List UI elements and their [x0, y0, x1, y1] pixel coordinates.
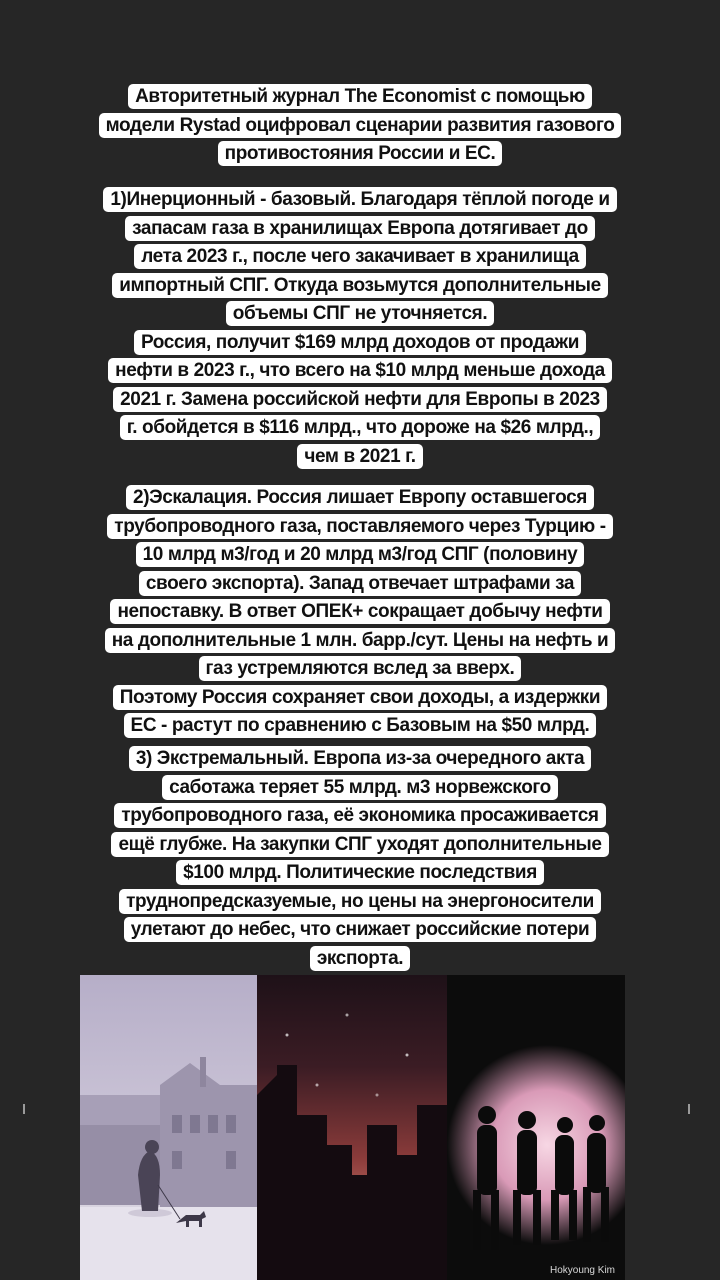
text-line: запасам газа в хранилищах Европа дотягивает до — [125, 216, 595, 241]
text-line: Поэтому Россия сохраняет свои доходы, а издержки — [113, 685, 607, 710]
text-line: газ устремляются вслед за вверх. — [199, 656, 522, 681]
text-block-intro — [60, 83, 660, 169]
text-line: 1)Инерционный - базовый. Благодаря тёплой погоде и — [103, 187, 616, 212]
text-line: труднопредсказуемые, но цены на энергоносители — [119, 889, 601, 914]
text-line: нефти в 2023 г., что всего на $10 млрд меньше дохода — [108, 358, 612, 383]
illustration-collage — [80, 975, 625, 1280]
text-line: г. обойдется в $116 млрд., что дороже на $26 млрд., — [120, 415, 601, 440]
text-line: чем в 2021 г. — [297, 444, 422, 469]
text-block-scenario-1 — [60, 186, 660, 471]
text-line: модели Rystad оцифровал сценарии развития газового — [99, 113, 622, 138]
text-block-scenario-2 — [60, 484, 660, 741]
text-line: Россия, получит $169 млрд доходов от продажи — [134, 330, 586, 355]
text-line: 10 млрд м3/год и 20 млрд м3/год СПГ (половину — [136, 542, 585, 567]
text-line: саботажа теряет 55 млрд. м3 норвежского — [162, 775, 558, 800]
edge-mark-right — [688, 1104, 690, 1114]
silhouettes-art — [447, 975, 625, 1280]
sunset-city-art — [257, 975, 447, 1280]
text-line: ещё глубже. На закупки СПГ уходят дополнительные — [111, 832, 608, 857]
text-line: $100 млрд. Политические последствия — [176, 860, 544, 885]
sunset-city-panel — [257, 975, 447, 1280]
text-line: импортный СПГ. Откуда возьмутся дополнительные — [112, 273, 608, 298]
winter-scene-art — [80, 975, 257, 1280]
text-line: экспорта. — [310, 946, 410, 971]
text-line: на дополнительные 1 млн. барр./сут. Цены на нефть и — [105, 628, 616, 653]
text-line: противостояния России и ЕС. — [218, 141, 503, 166]
image-credit: Hokyoung Kim — [549, 1265, 615, 1276]
winter-scene-panel — [80, 975, 257, 1280]
silhouettes-panel — [447, 975, 625, 1280]
text-line: трубопроводного газа, поставляемого через Турцию - — [107, 514, 612, 539]
text-line: трубопроводного газа, её экономика просаживается — [114, 803, 605, 828]
text-line: ЕС - растут по сравнению с Базовым на $50 млрд. — [124, 713, 597, 738]
edge-mark-left — [23, 1104, 25, 1114]
text-line: лета 2023 г., после чего закачивает в хранилища — [134, 244, 586, 269]
text-line: непоставку. В ответ ОПЕК+ сокращает добычу нефти — [110, 599, 609, 624]
text-line: Авторитетный журнал The Economist с помощью — [128, 84, 592, 109]
text-line: улетают до небес, что снижает российские потери — [124, 917, 596, 942]
text-block-scenario-3 — [60, 745, 660, 973]
text-line: 2021 г. Замена российской нефти для Европы в 2023 — [113, 387, 607, 412]
text-line: 3) Экстремальный. Европа из-за очередного акта — [129, 746, 591, 771]
text-line: своего экспорта). Запад отвечает штрафами за — [139, 571, 581, 596]
text-line: 2)Эскалация. Россия лишает Европу оставшегося — [126, 485, 594, 510]
text-line: объемы СПГ не уточняется. — [226, 301, 494, 326]
